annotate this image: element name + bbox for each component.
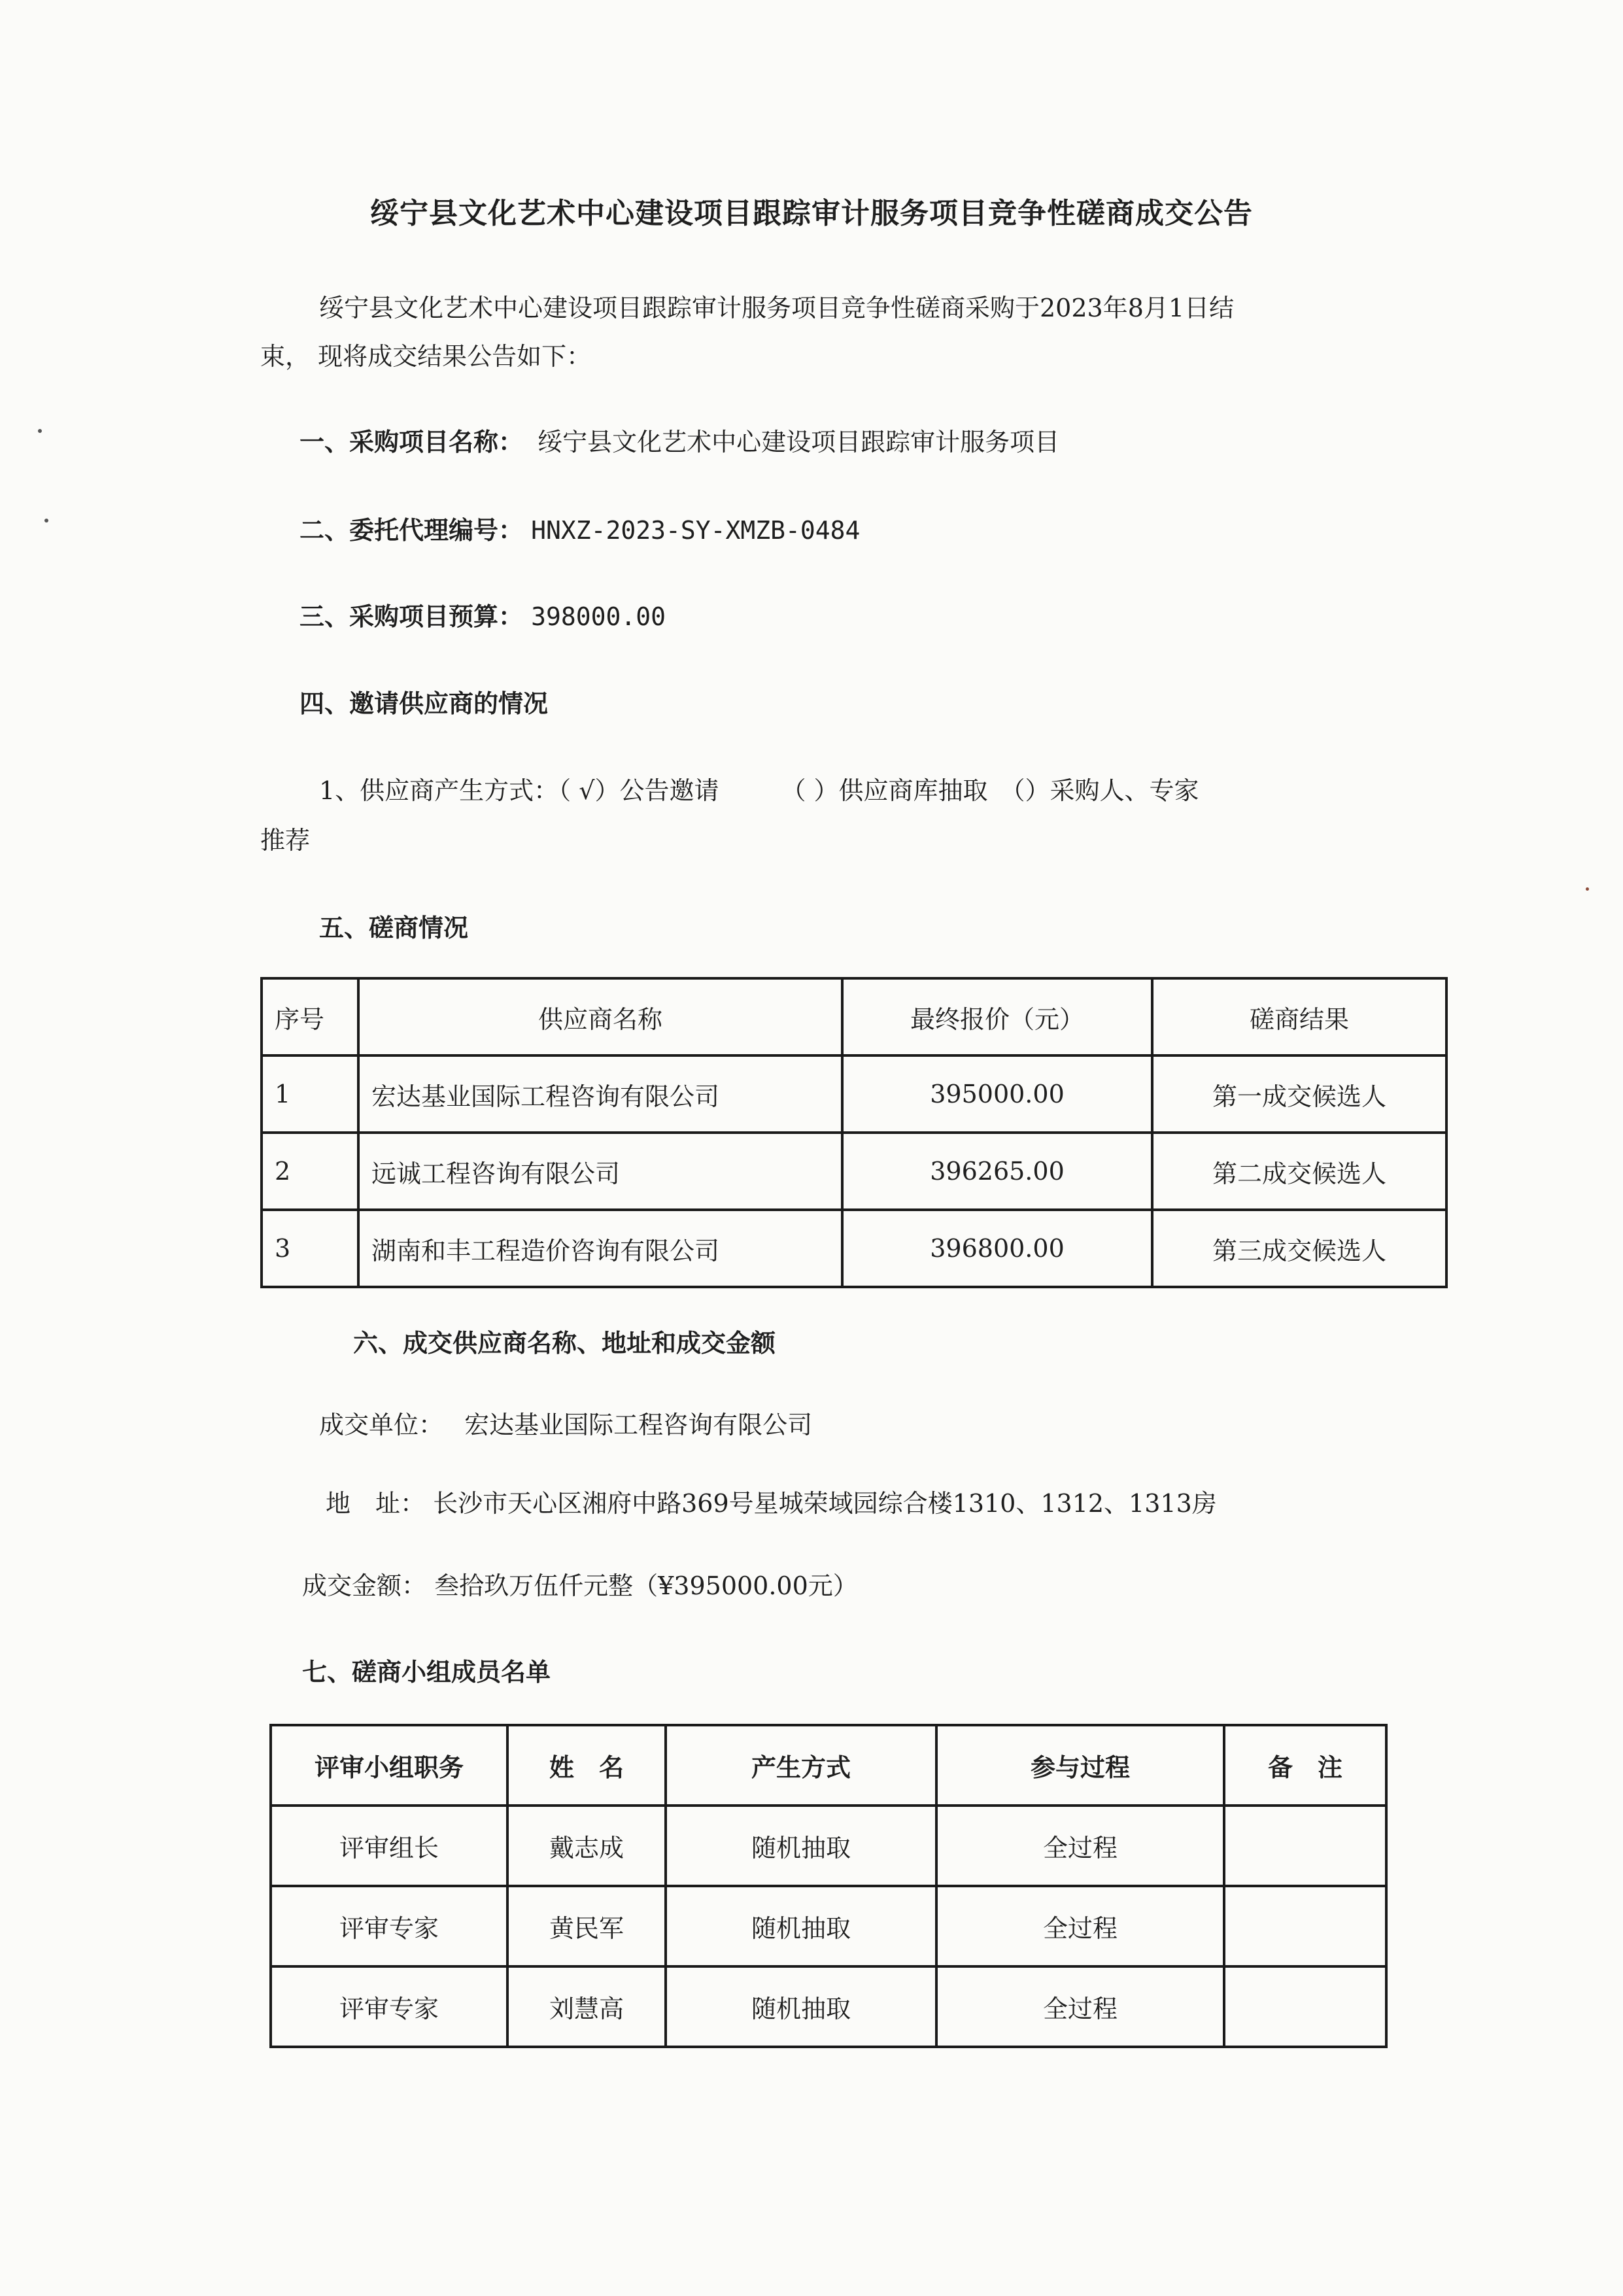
winning-amount-label: 成交金额： (302, 1571, 427, 1600)
section-1-label: 一、采购项目名称： (299, 428, 524, 456)
supplier-method: 1、供应商产生方式：（ √）公告邀请 （ ）供应商库抽取 （）采购人、专家 (319, 776, 1199, 805)
row-role: 评审组长 (271, 1806, 507, 1886)
header-result: 磋商结果 (1152, 978, 1446, 1055)
row-price: 396800.00 (842, 1210, 1152, 1287)
winning-address-value: 长沙市天心区湘府中路369号星城荣域园综合楼1310、1312、1313房 (433, 1489, 1217, 1518)
winning-address (326, 1483, 1217, 1519)
row-price: 395000.00 (842, 1055, 1152, 1133)
row-result: 第一成交候选人 (1152, 1055, 1446, 1133)
panel-members-table (269, 1724, 1388, 2048)
row-name: 黄民军 (507, 1886, 666, 1966)
scan-speck (44, 519, 48, 523)
header-selection-method: 产生方式 (666, 1725, 936, 1806)
section-1 (299, 422, 1059, 458)
winning-unit (319, 1405, 812, 1441)
row-index: 1 (262, 1055, 358, 1133)
header-name: 姓 名 (507, 1725, 666, 1806)
winning-unit-label: 成交单位： (319, 1411, 444, 1439)
row-index: 3 (262, 1210, 358, 1287)
header-supplier: 供应商名称 (358, 978, 842, 1055)
table-row (271, 1886, 1386, 1966)
section-4-label: 四、邀请供应商的情况 (299, 689, 549, 718)
negotiation-table (260, 977, 1448, 1288)
section-3 (299, 596, 666, 632)
winning-amount-value: 叁拾玖万伍仟元整（¥395000.00元） (434, 1571, 858, 1600)
section-5-label: 五、磋商情况 (319, 914, 469, 942)
section-3-value: 398000.00 (531, 602, 666, 631)
winning-amount (302, 1566, 858, 1602)
header-participation: 参与过程 (936, 1725, 1224, 1806)
row-result: 第二成交候选人 (1152, 1133, 1446, 1210)
section-2 (299, 510, 860, 546)
row-method: 随机抽取 (666, 1886, 936, 1966)
intro-line-1: 绥宁县文化艺术中心建设项目跟踪审计服务项目竞争性磋商采购于2023年8月1日结 (319, 294, 1235, 322)
table-row (262, 1133, 1446, 1210)
winning-unit-value: 宏达基业国际工程咨询有限公司 (464, 1411, 813, 1439)
scan-speck (38, 429, 42, 433)
negotiation-table-header (262, 978, 1446, 1055)
row-participation: 全过程 (936, 1886, 1224, 1966)
section-6-label: 六、成交供应商名称、地址和成交金额 (353, 1329, 776, 1358)
header-role: 评审小组职务 (271, 1725, 507, 1806)
winning-address-label: 地 址： (326, 1489, 426, 1518)
section-1-value: 绥宁县文化艺术中心建设项目跟踪审计服务项目 (538, 428, 1060, 456)
header-index: 序号 (262, 978, 358, 1055)
scan-speck (1586, 887, 1589, 891)
intro-line-2: 束， 现将成交结果公告如下： (260, 342, 592, 371)
row-role: 评审专家 (271, 1966, 507, 2047)
row-supplier: 宏达基业国际工程咨询有限公司 (358, 1055, 842, 1133)
row-remarks (1224, 1886, 1386, 1966)
row-index: 2 (262, 1133, 358, 1210)
row-supplier: 远诚工程咨询有限公司 (358, 1133, 842, 1210)
row-participation: 全过程 (936, 1966, 1224, 2047)
row-method: 随机抽取 (666, 1806, 936, 1886)
panel-table-header (271, 1725, 1386, 1806)
header-final-price: 最终报价（元） (842, 978, 1152, 1055)
header-remarks: 备 注 (1224, 1725, 1386, 1806)
row-role: 评审专家 (271, 1886, 507, 1966)
row-price: 396265.00 (842, 1133, 1152, 1210)
row-remarks (1224, 1806, 1386, 1886)
table-row (262, 1210, 1446, 1287)
document-title: 绥宁县文化艺术中心建设项目跟踪审计服务项目竞争性磋商成交公告 (370, 197, 1253, 230)
table-row (271, 1806, 1386, 1886)
row-remarks (1224, 1966, 1386, 2047)
supplier-method-continued: 推荐 (260, 826, 311, 855)
section-2-value: HNXZ-2023-SY-XMZB-0484 (531, 516, 861, 545)
row-method: 随机抽取 (666, 1966, 936, 2047)
table-row (262, 1055, 1446, 1133)
row-result: 第三成交候选人 (1152, 1210, 1446, 1287)
section-7-label: 七、磋商小组成员名单 (302, 1658, 551, 1687)
section-2-label: 二、委托代理编号： (299, 516, 524, 545)
table-row (271, 1966, 1386, 2047)
row-supplier: 湖南和丰工程造价咨询有限公司 (358, 1210, 842, 1287)
row-participation: 全过程 (936, 1806, 1224, 1886)
row-name: 刘慧高 (507, 1966, 666, 2047)
section-3-label: 三、采购项目预算： (299, 602, 524, 631)
row-name: 戴志成 (507, 1806, 666, 1886)
